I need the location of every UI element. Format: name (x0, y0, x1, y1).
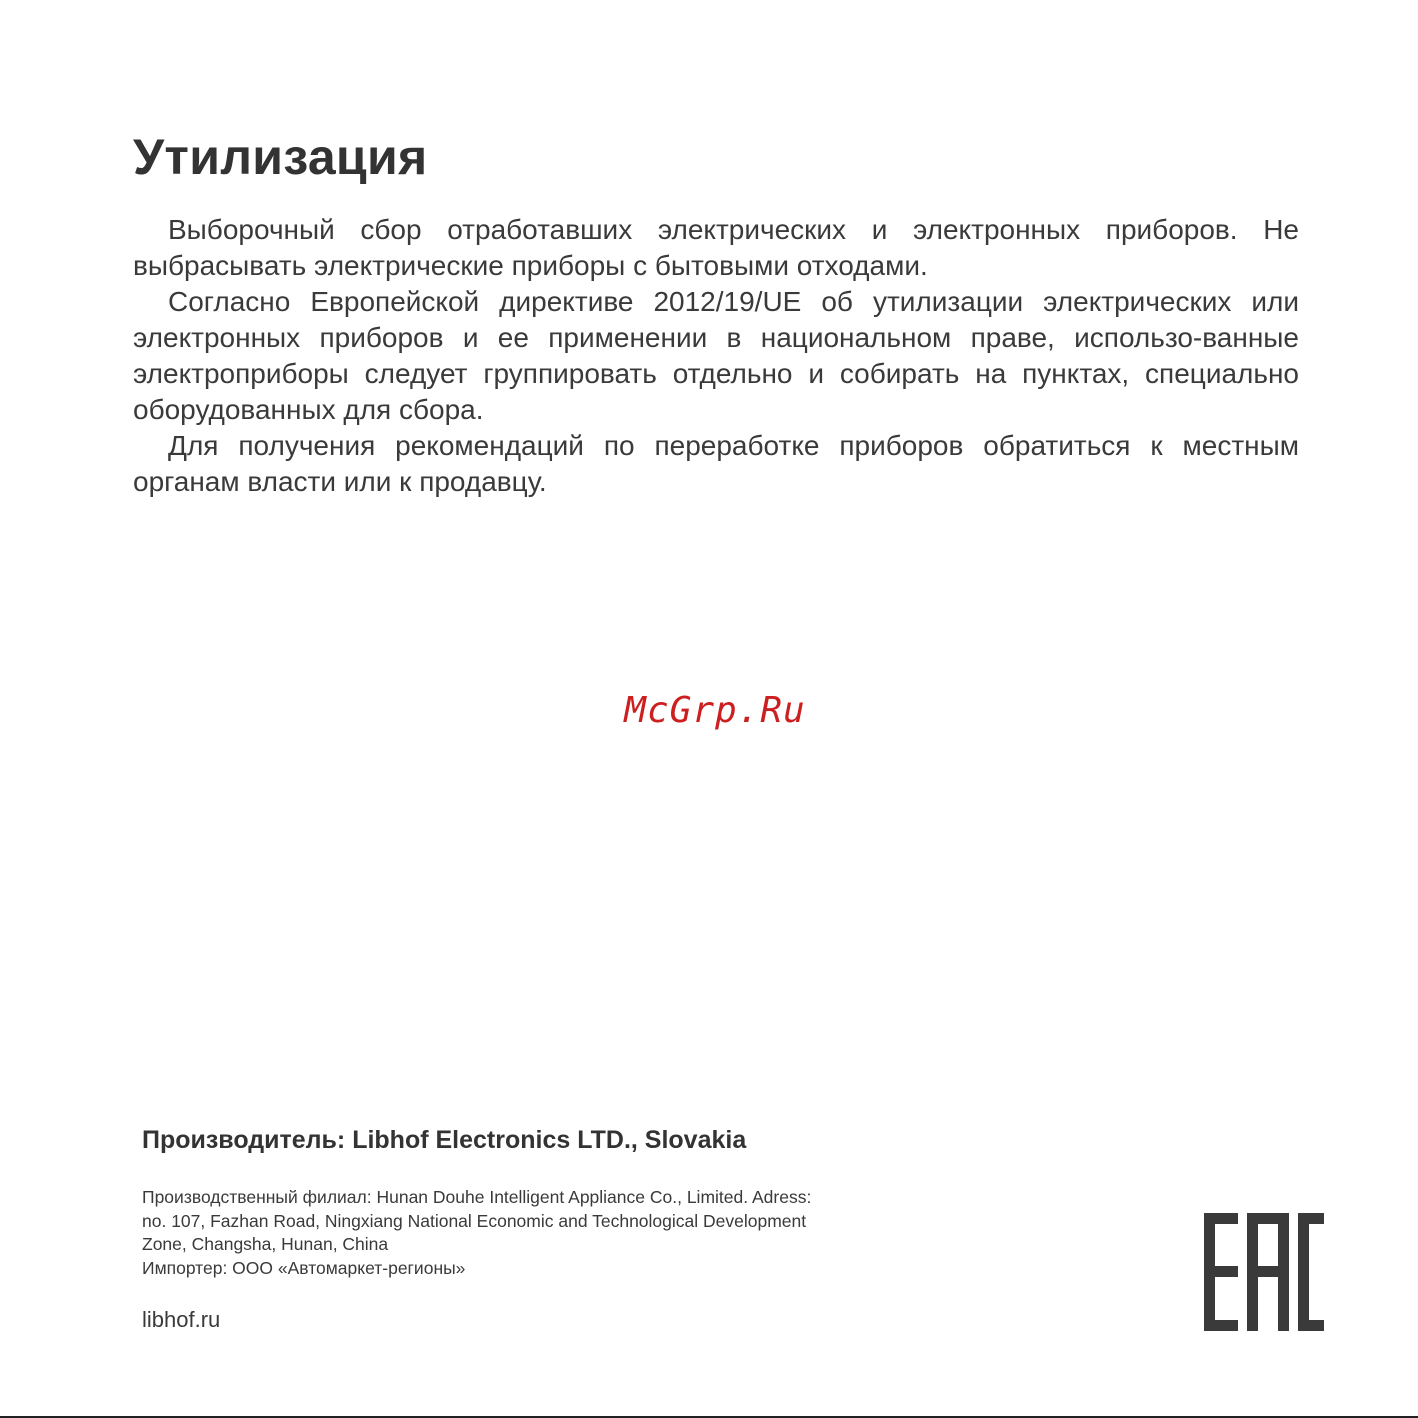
production-branch-line-1: Производственный филиал: Hunan Douhe Intelligent Appliance Co., Limited. Adress: (142, 1187, 812, 1207)
paragraph-recycling-advice: Для получения рекомендаций по переработке приборов обратиться к местным органам власти или к продавцу. (133, 430, 1299, 497)
paragraph-selective-collection: Выборочный сбор отработавших электрических и электронных приборов. Не выбрасывать электрические приборы с бытовыми отходами. (133, 214, 1299, 281)
website-link[interactable]: libhof.ru (142, 1307, 221, 1332)
manufacturer-heading: Производитель: Libhof Electronics LTD., Slovakia (142, 1126, 747, 1154)
watermark: McGrp.Ru (624, 690, 806, 731)
importer-line: Импортер: ООО «Автомаркет-регионы» (142, 1257, 466, 1278)
production-branch-line-2: no. 107, Fazhan Road, Ningxiang National Economic and Technological Development (142, 1210, 807, 1231)
eac-certification-mark (1204, 1213, 1324, 1331)
disposal-text (133, 212, 1299, 500)
page-title: Утилизация (133, 129, 428, 185)
paragraph-eu-directive: Согласно Европейской директиве 2012/19/UE об утилизации электрических или электронных приборов и ее применении в национальном праве, использо-ванные электроприборы следует группировать отдельно и собирать на пунктах, специально оборудованных для сбора. (133, 286, 1299, 425)
eac-logo-icon (1204, 1213, 1324, 1331)
manufacturer-details (142, 1186, 882, 1280)
production-branch-line-3: Zone, Changsha, Hunan, China (142, 1234, 389, 1254)
